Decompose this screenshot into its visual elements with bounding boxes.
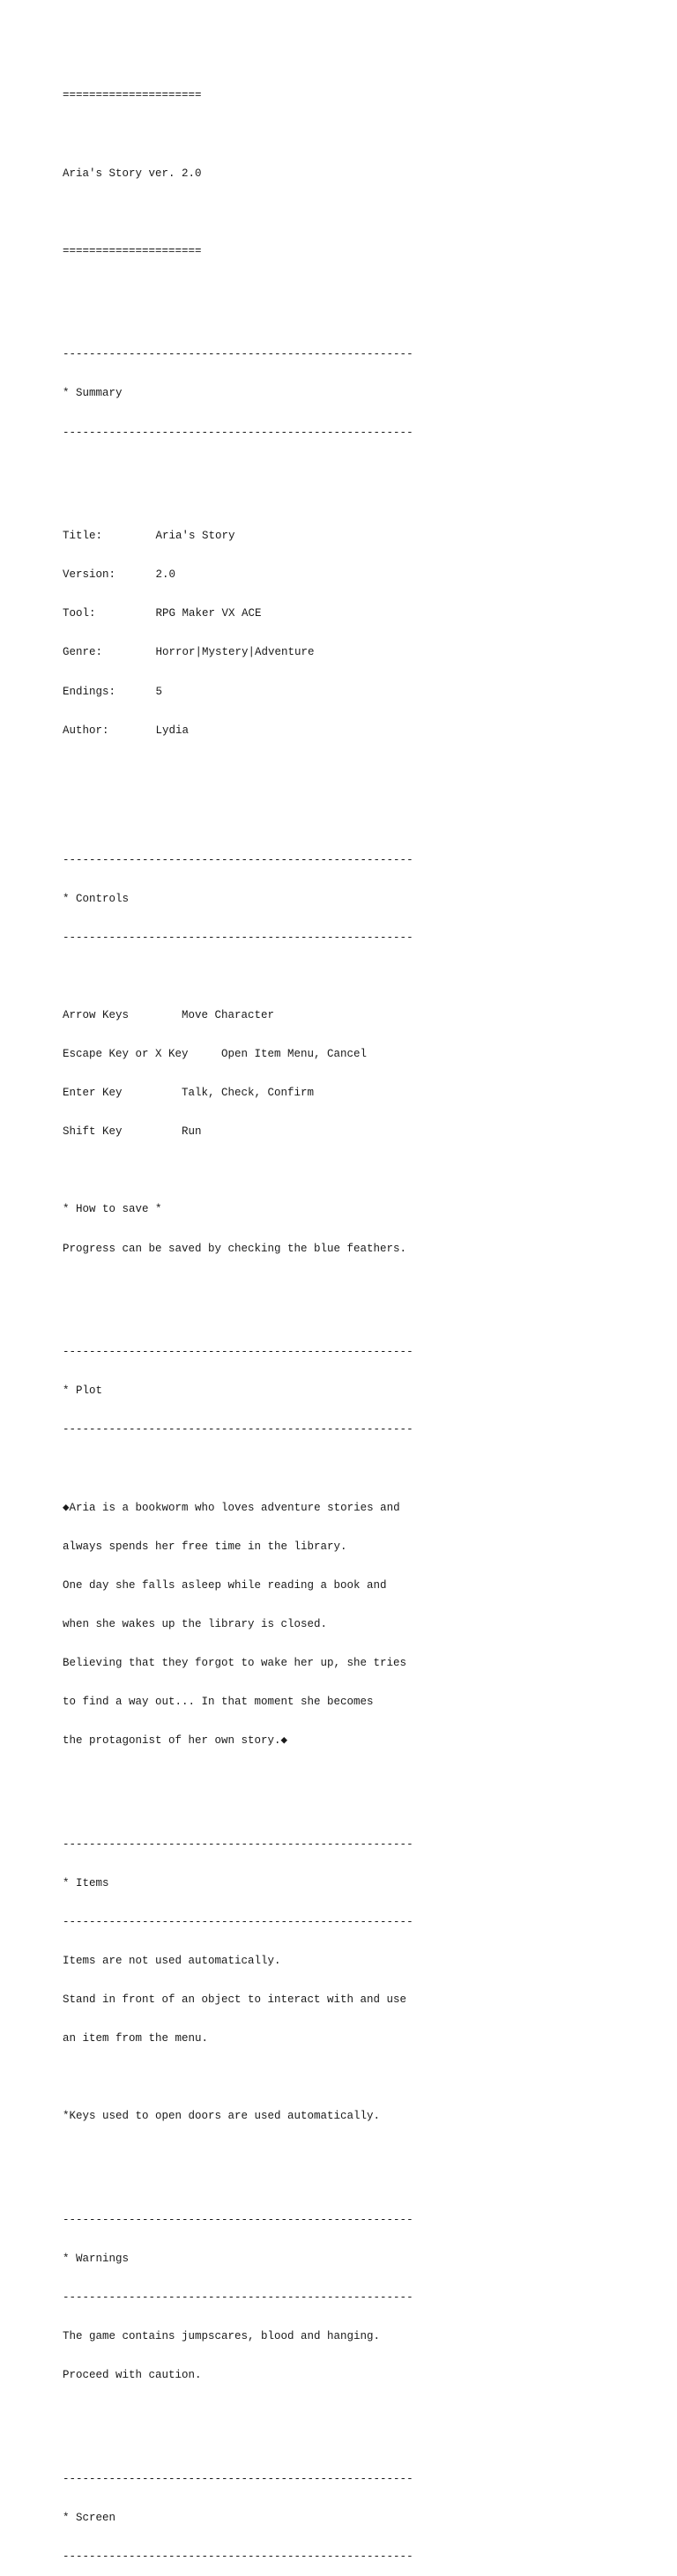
summary-label: Author:	[63, 724, 109, 737]
header-rule-bottom: =====================	[63, 244, 202, 257]
controls-heading: * Controls	[63, 892, 130, 905]
section-rule: -----------------------------------------------------	[63, 2550, 413, 2564]
warnings-line: The game contains jumpscares, blood and hanging.	[63, 2330, 381, 2343]
control-line: Shift Key Run	[63, 1125, 202, 1139]
items-heading: * Items	[63, 1876, 109, 1889]
warnings-heading: * Warnings	[63, 2253, 130, 2266]
control-line: Enter Key Talk, Check, Confirm	[63, 1087, 315, 1100]
summary-row-genre	[63, 646, 413, 659]
summary-value: Lydia	[155, 724, 190, 737]
plot-line: One day she falls asleep while reading a book and	[63, 1578, 387, 1592]
section-rule: -----------------------------------------------------	[63, 2213, 413, 2226]
plot-line: the protagonist of her own story.◆	[63, 1734, 288, 1748]
plot-line: ◆Aria is a bookworm who loves adventure stories and	[63, 1501, 400, 1514]
section-rule: -----------------------------------------------------	[63, 2291, 413, 2305]
save-heading: * How to save *	[63, 1203, 162, 1216]
summary-label: Endings:	[63, 685, 116, 698]
header-rule-top: =====================	[63, 89, 202, 102]
summary-row-tool	[63, 607, 413, 620]
summary-table	[63, 504, 413, 763]
summary-label: Genre:	[63, 646, 103, 659]
summary-value: Horror|Mystery|Adventure	[155, 646, 315, 659]
readme-document	[63, 63, 413, 2576]
control-line: Escape Key or X Key Open Item Menu, Cancel	[63, 1048, 368, 1061]
warnings-line: Proceed with caution.	[63, 2369, 202, 2382]
control-line: Arrow Keys Move Character	[63, 1009, 275, 1021]
section-rule: -----------------------------------------------------	[63, 1915, 413, 1928]
section-rule: -----------------------------------------------------	[63, 426, 413, 439]
items-note: *Keys used to open doors are used automatically.	[63, 2110, 381, 2123]
summary-value: Aria's Story	[155, 530, 235, 543]
section-rule: -----------------------------------------------------	[63, 853, 413, 866]
items-line: Stand in front of an object to interact with and use	[63, 1993, 407, 2007]
summary-heading: * Summary	[63, 387, 123, 400]
section-rule: -----------------------------------------------------	[63, 1423, 413, 1436]
summary-label: Title:	[63, 530, 103, 543]
plot-line: always spends her free time in the library.	[63, 1540, 347, 1553]
summary-row-version	[63, 568, 413, 582]
summary-row-endings	[63, 686, 413, 699]
section-rule: -----------------------------------------------------	[63, 2472, 413, 2485]
summary-value: 5	[155, 685, 163, 698]
plot-line: when she wakes up the library is closed.	[63, 1617, 328, 1630]
summary-value: 2.0	[155, 568, 176, 582]
items-line: an item from the menu.	[63, 2032, 209, 2045]
save-text: Progress can be saved by checking the blue feathers.	[63, 1242, 407, 1255]
plot-heading: * Plot	[63, 1385, 103, 1398]
summary-row-title	[63, 530, 413, 543]
screen-heading: * Screen	[63, 2512, 116, 2524]
section-rule: -----------------------------------------------------	[63, 931, 413, 944]
summary-value: RPG Maker VX ACE	[155, 607, 262, 620]
section-rule: -----------------------------------------------------	[63, 1837, 413, 1851]
summary-label: Tool:	[63, 607, 96, 620]
section-rule: -----------------------------------------------------	[63, 1346, 413, 1359]
summary-label: Version:	[63, 568, 116, 582]
section-rule: -----------------------------------------------------	[63, 348, 413, 361]
plot-line: to find a way out... In that moment she becomes	[63, 1696, 374, 1708]
plot-line: Believing that they forgot to wake her up, she tries	[63, 1656, 407, 1669]
items-line: Items are not used automatically.	[63, 1954, 281, 1967]
summary-row-author	[63, 724, 413, 738]
document-title: Aria's Story ver. 2.0	[63, 167, 202, 180]
